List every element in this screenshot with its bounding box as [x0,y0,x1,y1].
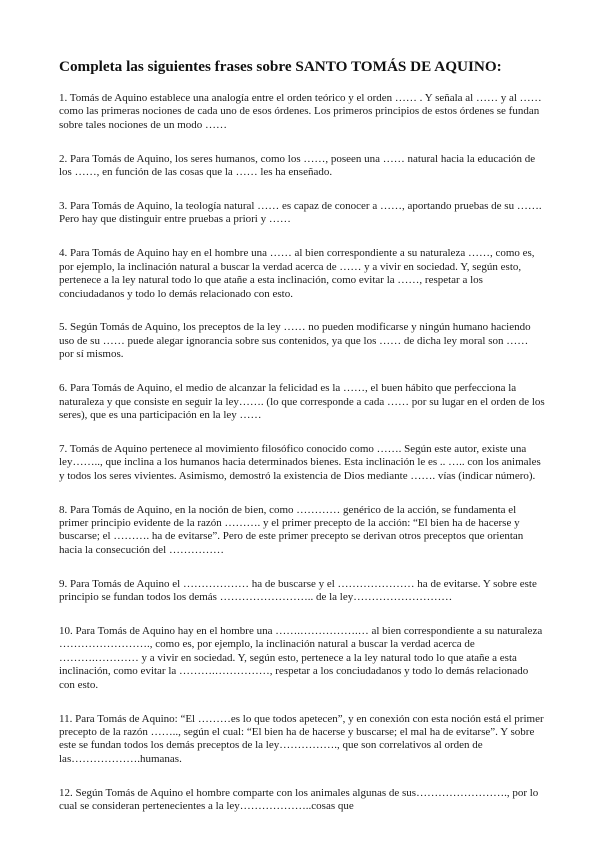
question-11: 11. Para Tomás de Aquino: “El ………es lo que todos apetecen”, y en conexión con esta noción está el primer precepto de la razón …….., según el cual: “El bien ha de hacerse y buscarse; el mal ha de evitarse”. Y sobre este se fundan todos los demás preceptos de la ley……………., que son correlativos al orden de las……………….humanas. [59,712,544,765]
question-1: 1. Tomás de Aquino establece una analogía entre el orden teórico y el orden …… . Y señala al …… y al …… como las primeras nociones de cada uno de esos órdenes. Los primeros principios de estos órdenes se fundan sobre tales nociones de un modo …… [59,92,542,131]
question-12: 12. Según Tomás de Aquino el hombre comparte con los animales algunas de sus……………………., por lo cual se consideran pertenecientes a la ley………………..cosas que [59,786,539,813]
question-8: 8. Para Tomás de Aquino, en la noción de bien, como ………… genérico de la acción, se fundamenta el primer principio evidente de la razón ………. y el primer precepto de la acción: “El bien ha de hacerse y buscarse; el ………. ha de evitarse”. Pero de este primer precepto se derivan otros preceptos que orientan hacia la consecución del …………… [59,503,524,556]
question-6: 6. Para Tomás de Aquino, el medio de alcanzar la felicidad es la ……, el buen hábito que perfecciona la naturaleza y que consiste en seguir la ley……. (lo que corresponde a cada …… por su lugar en el orden de los seres), que es una participación en la ley …… [59,382,545,421]
question-9: 9. Para Tomás de Aquino el ……………… ha de buscarse y el ………………… ha de evitarse. Y sobre este principio se fundan todos los demás …………………….. de la ley……………………… [59,577,537,604]
question-2: 2. Para Tomás de Aquino, los seres humanos, como los ……, poseen una …… natural hacia la educación de los ……, en función de las cosas que la …… les ha enseñado. [59,152,536,179]
question-5: 5. Según Tomás de Aquino, los preceptos de la ley …… no pueden modificarse y ningún humano haciendo uso de su …… puede alegar ignorancia sobre sus contenidos, ya que los …… de dicha ley moral son …… por sí mismos. [59,321,531,361]
question-7: 7. Tomás de Aquino pertenece al movimiento filosófico conocido como ……. Según este autor, existe una ley…….., que inclina a los humanos hacia determinados bienes. Esta inclinación le es .. ….. con los animales y todos los seres vivientes. Asimismo, demostró la existencia de Dios mediante ……. vías (indicar número). [59,442,541,482]
question-4: 4. Para Tomás de Aquino hay en el hombre una …… al bien correspondiente a su naturaleza ……, como es, por ejemplo, la inclinación natural a buscar la verdad acerca de …… y a vivir en sociedad. Y, según esto, pertenece a la ley natural todo lo que atañe a esta inclinación, como evitar la ……, respetar a los conciudadanos y todo lo demás relacionado con esto. [59,247,535,300]
question-3: 3. Para Tomás de Aquino, la teología natural …… es capaz de conocer a ……, aportando pruebas de su ……. Pero hay que distinguir entre pruebas a priori y …… [59,200,542,226]
document-title: Completa las siguientes frases sobre SANTO TOMÁS DE AQUINO: [59,58,502,75]
question-list [59,92,545,834]
question-10: 10. Para Tomás de Aquino hay en el hombre una …….…………….… al bien correspondiente a su naturaleza ……………………., como es, por ejemplo, la inclinación natural a buscar la verdad acerca de ……….………… y a vivir en sociedad. Y, según esto, pertenece a la ley natural todo lo que atañe a esta inclinación, como evitar la ……….……………, respetar a los conciudadanos y todo lo demás relacionado con esto. [59,625,543,691]
